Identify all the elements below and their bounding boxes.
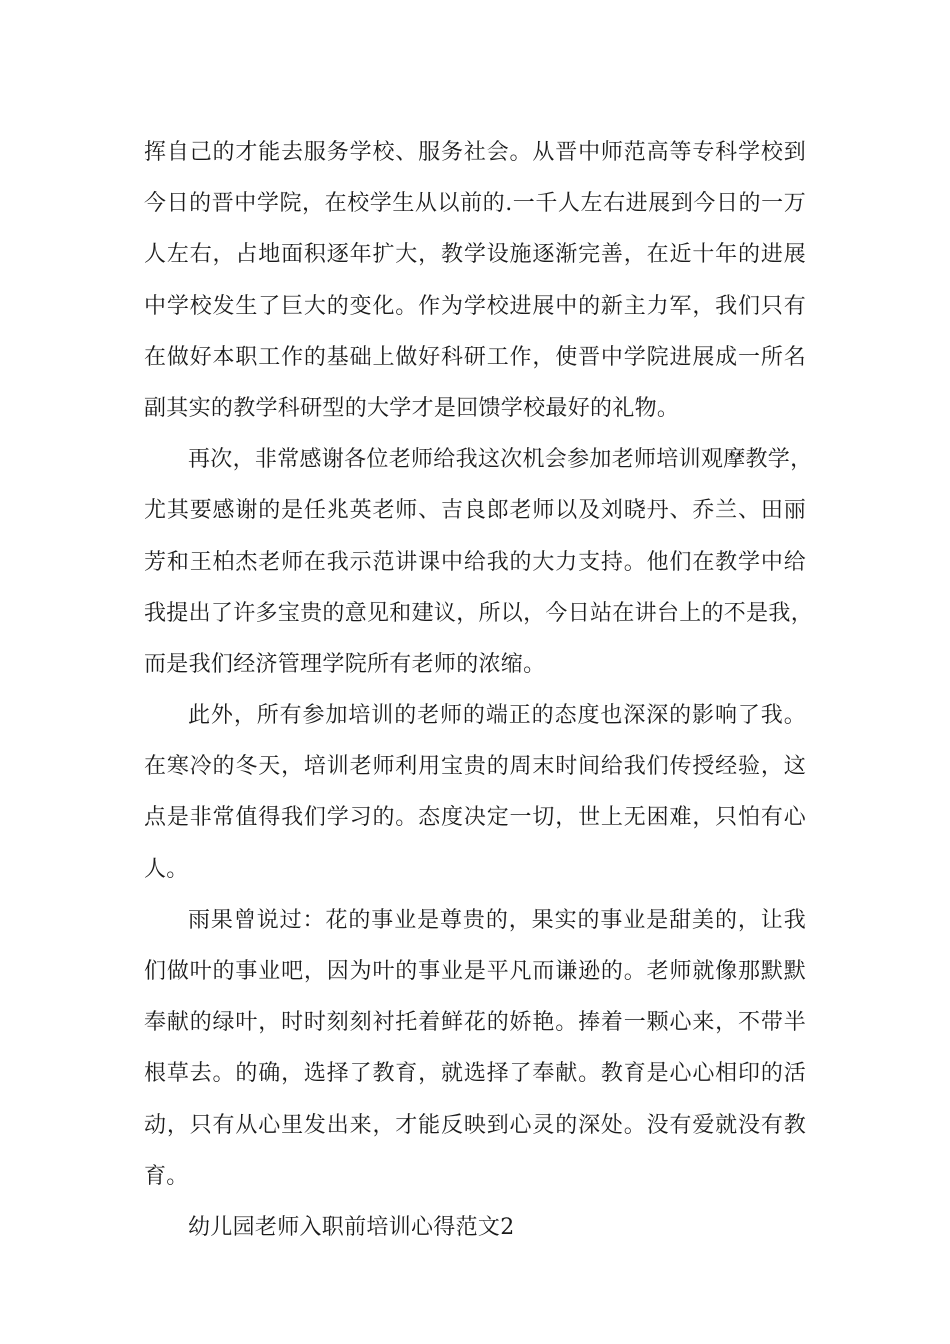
document-body bbox=[144, 133, 814, 1259]
text-line: 今日的晋中学院，在校学生从以前的.一千人左右进展到今日的一万 bbox=[144, 191, 806, 217]
text-line: 在做好本职工作的基础上做好科研工作，使晋中学院进展成一所名 bbox=[144, 344, 806, 370]
text-line: 根草去。的确，选择了教育，就选择了奉献。教育是心心相印的活 bbox=[144, 1061, 806, 1087]
text-line: 我提出了许多宝贵的意见和建议，所以，今日站在讲台上的不是我， bbox=[144, 600, 814, 626]
text-line: 们做叶的事业吧，因为叶的事业是平凡而谦逊的。老师就像那默默 bbox=[144, 959, 806, 984]
text-line: 中学校发生了巨大的变化。作为学校进展中的新主力军，我们只有 bbox=[144, 293, 806, 319]
text-line: 奉献的绿叶，时时刻刻衬托着鲜花的娇艳。捧着一颗心来，不带半 bbox=[144, 1010, 806, 1036]
paragraph-first-line: 此外，所有参加培训的老师的端正的态度也深深的影响了我。 bbox=[188, 703, 806, 729]
text-line: 而是我们经济管理学院所有老师的浓缩。 bbox=[144, 651, 546, 677]
text-line: 芳和王柏杰老师在我示范讲课中给我的大力支持。他们在教学中给 bbox=[144, 549, 806, 575]
text-line: 尤其要感谢的是任兆英老师、吉良郎老师以及刘晓丹、乔兰、田丽 bbox=[144, 498, 806, 524]
text-line: 人左右，占地面积逐年扩大，教学设施逐渐完善，在近十年的进展 bbox=[144, 242, 806, 268]
text-line: 点是非常值得我们学习的。态度决定一切，世上无困难，只怕有心 bbox=[144, 805, 806, 831]
text-line: 挥自己的才能去服务学校、服务社会。从晋中师范高等专科学校到 bbox=[144, 140, 806, 165]
text-line: 育。 bbox=[144, 1163, 189, 1189]
paragraph-first-line: 再次，非常感谢各位老师给我这次机会参加老师培训观摩教学， bbox=[188, 447, 813, 473]
paragraph-first-line: 雨果曾说过：花的事业是尊贵的，果实的事业是甜美的，让我 bbox=[188, 907, 806, 933]
text-line: 在寒冷的冬天，培训老师利用宝贵的周末时间给我们传授经验，这 bbox=[144, 754, 806, 780]
section-heading: 幼儿园老师入职前培训心得范文2 bbox=[188, 1214, 515, 1240]
text-line: 动，只有从心里发出来，才能反映到心灵的深处。没有爱就没有教 bbox=[144, 1112, 806, 1138]
text-line: 副其实的教学科研型的大学才是回馈学校最好的礼物。 bbox=[144, 395, 680, 421]
text-line: 人。 bbox=[144, 856, 189, 882]
